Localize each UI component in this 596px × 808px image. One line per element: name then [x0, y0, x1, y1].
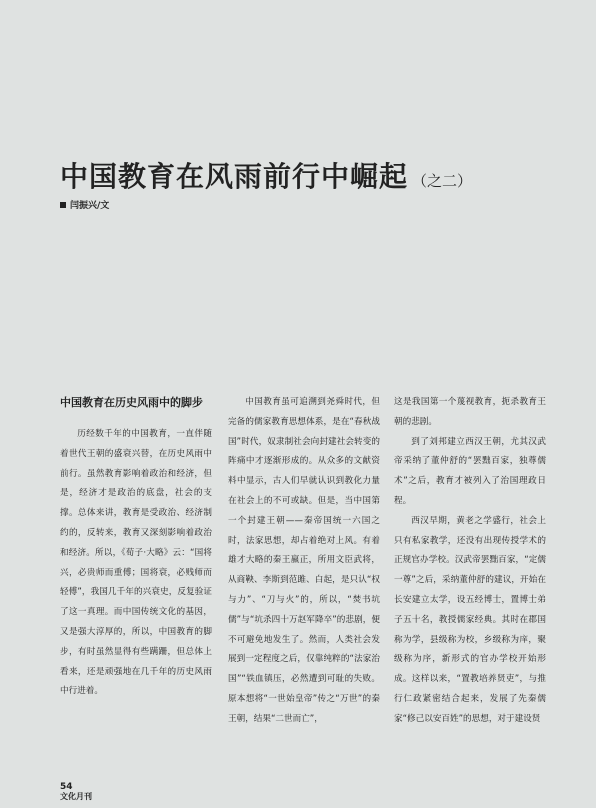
byline-text: 闫振兴/文	[70, 201, 110, 211]
paragraph: 历经数千年的中国教育，一直伴随着世代王朝的盛衰兴替，在历史风雨中前行。虽然教育影响着政治和经济，但是，经济才是政治的底盘，社会的支撑。总体来讲，教育是受政治、经济制约的，反转来，教育又深刻影响着政治和经济。所以，《荀子·大略》云：“国将兴，必贵师而重傅；国将衰，必贱师而轻傅”，我国几千年的兴衰史，反复验证了这一真理。而中国传统文化的基因，又是强大淳厚的，所以，中国教育的脚步，有时虽然显得有些蹒跚，但总体上看来，还是顽强地在几千年的历史风雨中行进着。	[60, 429, 212, 697]
magazine-logo: 文化月刊	[60, 792, 92, 801]
paragraph: 这是我国第一个蔑视教育，扼杀教育王朝的悲剧。	[394, 397, 546, 427]
page-number: 54	[60, 782, 73, 792]
text-column-1	[60, 393, 212, 702]
page-footer	[60, 782, 92, 802]
paragraph: 到了刘邦建立西汉王朝，尤其汉武帝采纳了董仲舒的“罢黜百家，独尊儒术”之后，教育才被列入了治国理政日程。	[394, 436, 546, 506]
paragraph: 中国教育虽可追溯到尧舜时代，但完备的儒家教育思想体系，是在“春秋战国”时代，奴隶制社会向封建社会转变的阵痛中才逐渐形成的。从众多的文献资料中显示，古人们早就认识到教化力量在社会上的不可或缺。但是，当中国第一个封建王朝——秦帝国统一六国之时，法家思想，却占着绝对上风。有着雄才大略的秦王嬴正，所用文臣武将，从商鞅、李斯到范雎、白起，是只认“权与力”、“刀与火”的，所以，“焚书坑儒”与“坑杀四十万赵军降卒”的悲剧，便不可避免地发生了。然而，人类社会发展到一定程度之后，仅靠纯粹的“法家治国”“铁血镇压，必然遭到可耻的失败。原本想将“一世始皇帝”传之“万世”的秦王朝，结果“二世而亡”，	[228, 397, 380, 724]
article-title-main: 中国教育在风雨前行中崛起	[60, 160, 409, 193]
text-column-3	[394, 393, 546, 730]
byline	[60, 198, 109, 211]
square-bullet-icon	[60, 202, 66, 208]
article-title	[60, 155, 472, 195]
article-title-suffix: （之二）	[412, 172, 473, 190]
paragraph: 西汉早期，黄老之学盛行，社会上只有私家教学，还没有出现传授学术的正规官办学校。汉武帝罢黜百家，“定儒一尊”之后，采纳董仲舒的建议，开始在长安建立太学，设五经博士，置博士弟子五十名，教授儒家经典。其时在郡国称为学，县级称为校，乡级称为庠，聚级称为序，新形式的官办学校开始形成。这样以来，“置教培养贤吏”，与推行仁政紧密结合起来，发展了先秦儒家“修己以安百姓”的思想，对于建设贤	[394, 515, 546, 724]
section-heading: 中国教育在历史风雨中的脚步	[60, 396, 203, 409]
text-column-2	[228, 393, 380, 730]
title-block	[60, 155, 472, 195]
